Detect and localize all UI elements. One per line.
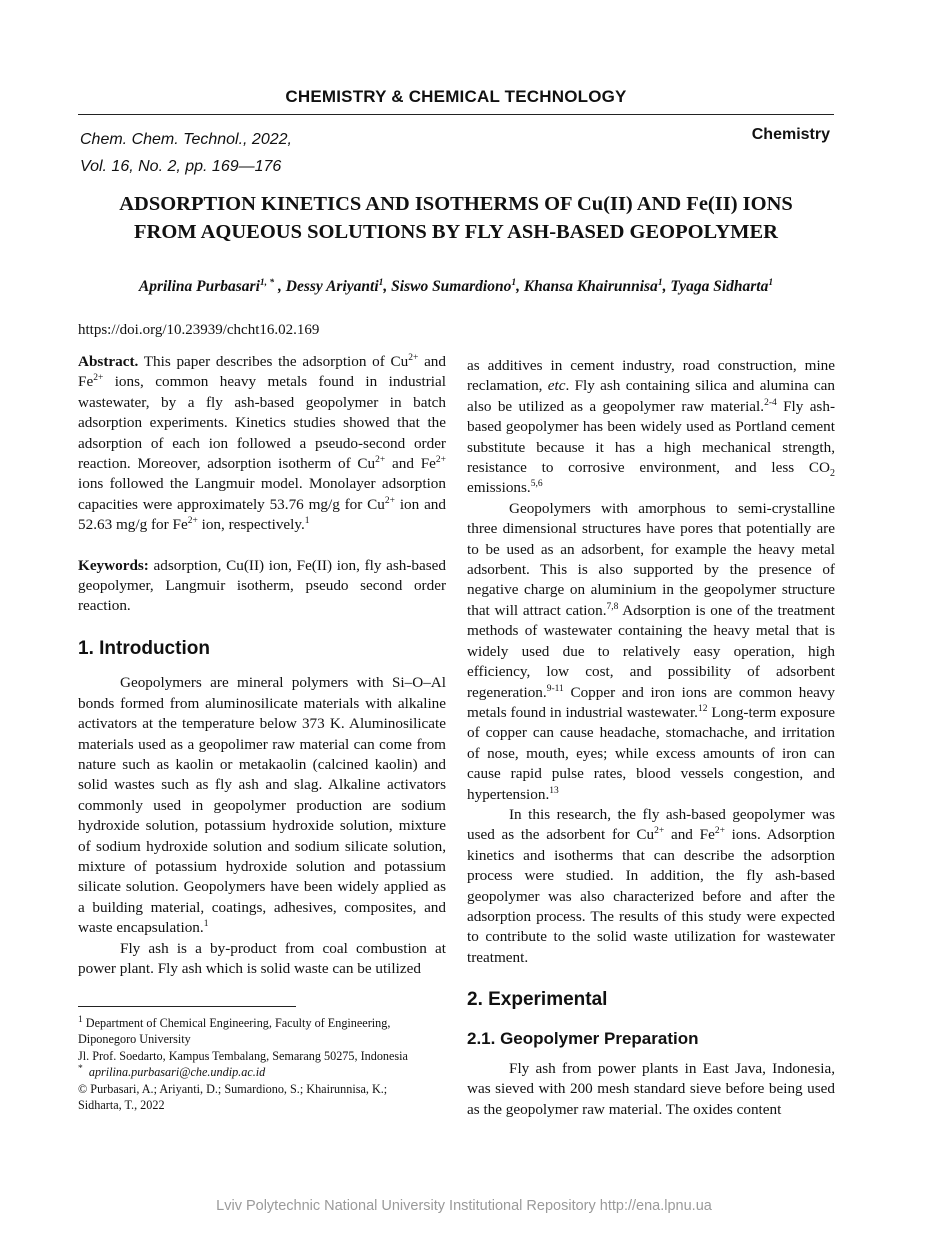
author-affiliation: 1, *: [259, 277, 275, 288]
header-divider: [78, 114, 834, 115]
intro-paragraph-2: Fly ash is a by-product from coal combustion at power plant. Fly ash which is solid waste can be utilized: [78, 939, 446, 977]
abstract: Abstract. This paper describes the adsorption of $Cu^{2+}$ and $Fe^{2+}$ ions, common heavy metals found in industrial wastewater, by a fly ash-based geopolymer in batch adsorption experiments. Kinetics studies showed that the adsorption of each ion followed a pseudo-second order reaction. Moreover, adsorption isotherm of $Cu^{2+}$ and $Fe^{2+}$ ions followed the Langmuir model. Monolayer adsorption capacities were approximately 53.76 mg/g for $Cu^{2+}$ ion and 52.63 mg/g for $Fe^{2+}$ ion, respectively.$^1$: [78, 352, 446, 534]
keywords-label: Keywords:: [78, 556, 149, 574]
journal-header: CHEMISTRY & CHEMICAL TECHNOLOGY: [285, 87, 627, 106]
footnote-copyright-cont: Sidharta, T., 2022: [78, 1098, 165, 1113]
intro-paragraph-2-cont: as additives in cement industry, road construction, mine reclamation, etc. Fly ash containing silica and alumina can also be utilized as a geopolymer raw material.$^{2-4}$ Fly ash-based geopolymer has been widely used as Portland cement substitute because it has a high mechanical strength, resistance to corrosive environment, and less $CO_2$ emissions.$^{5,6}$: [467, 357, 835, 497]
repository-footer: Lviv Polytechnic National University Institutional Repository http://ena.lpnu.ua: [216, 1198, 712, 1214]
abstract-label: Abstract.: [78, 353, 139, 370]
doi-link[interactable]: https://doi.org/10.23939/chcht16.02.169: [78, 322, 320, 338]
section-heading-experimental: 2. Experimental: [467, 989, 608, 1011]
author-affiliation: 1: [657, 277, 663, 288]
citation: [80, 126, 292, 180]
citation-line-2: Vol. 16, No. 2, pp. 169—176: [80, 158, 282, 175]
author-affiliation: 1: [768, 277, 774, 288]
title-line-1: ADSORPTION KINETICS AND ISOTHERMS OF Cu(II) AND Fe(II) IONS: [119, 193, 793, 215]
intro-paragraph-1: Geopolymers are mineral polymers with Si–O–Al bonds formed from aluminosilicate materials with alkaline activators at the temperature below 373 K. Aluminosilicate materials used as a geopolimer raw material can come from nature such as kaolin or metakaolin (calcined kaolin) and solid wastes such as fly ash and slag. Alkaline activators commonly used in geopolymer production are sodium hydroxide solution, potassium hydroxide solution, mixture of sodium hydroxide solution and sodium silicate solution, mixture of potassium hydroxide solution and potassium silicate solution. Geopolymers have been widely applied as a building material, coatings, adhesives, composites, and waste encapsulation.$^1$: [78, 674, 446, 937]
author-name: Dessy Ariyanti: [285, 278, 379, 295]
author-affiliation: 1: [511, 277, 517, 288]
author-name: Tyaga Sidharta: [670, 278, 769, 295]
article-title: [78, 190, 834, 246]
subsection-heading-geopolymer-preparation: 2.1. Geopolymer Preparation: [467, 1028, 699, 1048]
footnote-affiliation-cont: Diponegoro University: [78, 1032, 191, 1047]
section-heading-introduction: 1. Introduction: [78, 637, 210, 659]
citation-line-1: Chem. Chem. Technol., 2022,: [80, 131, 292, 148]
footnote-affiliation: $^1$ Department of Chemical Engineering, Faculty of Engineering,: [78, 1014, 391, 1030]
right-column: [467, 356, 835, 1120]
author-name: Aprilina Purbasari: [138, 278, 260, 295]
section-label: Chemistry: [751, 126, 830, 143]
footnote-divider: [78, 1006, 296, 1007]
intro-paragraph-3: Geopolymers with amorphous to semi-crystalline three dimensional structures have pores that potentially are to be used as an adsorbent, for example the heavy metal adsorbent. This is also supported by the presence of negative charge on aluminium in the geopolymer structure that will attract cation.$^{7,8}$ Adsorption is one of the treatment methods of wastewater containing the heavy metal that is widely used due to relatively easy operation, high efficiency, low cost, and possibility of adsorbent regeneration.$^{9-11}$ Copper and iron ions are common heavy metals found in industrial wastewater.$^{12}$ Long-term exposure of copper can cause headache, stomachache, and irritation of nose, mouth, eyes; while excess amounts of iron can cause rapid pulse rates, blood vessels congestion, and hypertension.$^{13}$: [467, 499, 835, 803]
keywords: Keywords: adsorption, Cu(II) ion, Fe(II) ion, fly ash-based geopolymer, Langmuir isotherm, pseudo second order reaction.: [78, 556, 446, 615]
author-name: Siswo Sumardiono: [391, 278, 512, 295]
experimental-paragraph-1: Fly ash from power plants in East Java, Indonesia, was sieved with 200 mesh standard sieve before being used as the geopolymer raw material. The oxides content: [467, 1060, 835, 1118]
footnote-email: * aprilina.purbasari@che.undip.ac.id: [78, 1064, 266, 1080]
intro-paragraph-4: In this research, the fly ash-based geopolymer was used as the adsorbent for $Cu^{2+}$ and $Fe^{2+}$ ions. Adsorption kinetics and isotherms that can describe the adsorption process were studied. In addition, the fly ash-based geopolymer was also characterized before and after the adsorption process. The results of this study were expected to contribute to the solid waste utilization for wastewater treatment.: [467, 805, 835, 966]
title-line-2: FROM AQUEOUS SOLUTIONS BY FLY ASH-BASED GEOPOLYMER: [134, 221, 778, 243]
author-affiliation: 1: [378, 277, 384, 288]
author-list: Aprilina Purbasari$^{1, *}$ , Dessy Ariyanti$^1$, Siswo Sumardiono$^1$, Khansa Khairunnisa$^1$, Tyaga Sidharta$^1$: [138, 277, 774, 295]
left-column: [78, 352, 446, 979]
email-link[interactable]: aprilina.purbasari@che.undip.ac.id: [88, 1065, 266, 1080]
footnote-copyright: © Purbasari, A.; Ariyanti, D.; Sumardiono, S.; Khairunnisa, K.;: [78, 1081, 388, 1096]
author-name: Khansa Khairunnisa: [523, 278, 658, 295]
footnote-address: Jl. Prof. Soedarto, Kampus Tembalang, Semarang 50275, Indonesia: [78, 1048, 408, 1063]
footnotes: [78, 1015, 448, 1113]
